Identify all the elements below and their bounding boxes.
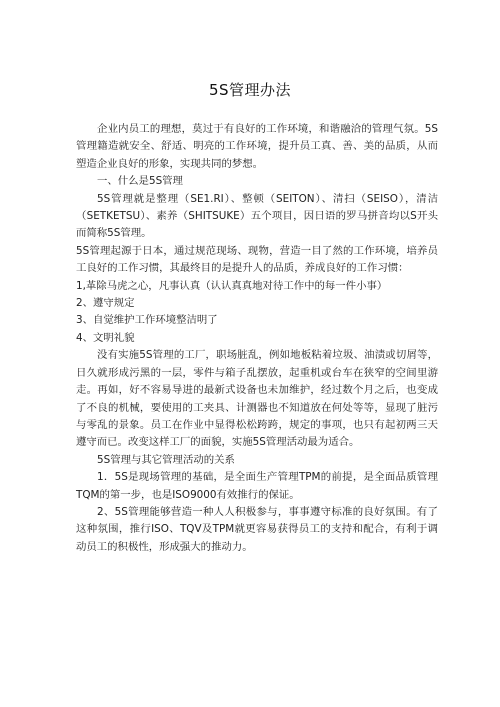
paragraph: 一、什么是5S管理 [97, 175, 183, 188]
paragraph: 5S管理与其它管理活动的关系 [97, 453, 235, 466]
paragraph: 企业内员工的理想，莫过于有良好的工作环境，和谐融洽的管理气氛。5S管理籍造就安全、舒适、明亮的工作环境，提升员工真、善、美的品质，从而塑造企业良好的形象，实现共同的梦想。 [76, 123, 438, 170]
paragraph: 2、遵守规定 [76, 297, 135, 310]
paragraph: 5S管理就是整理（SE1.RI）、整顿（SEITON）、清扫（SEISO），清洁（SETKETSU）、素养（SHITSUKE）五个项目，因日语的罗马拼音均以S开头而简称5S管理。 [76, 192, 438, 240]
paragraph: 没有实施5S管理的工厂，职场脏乱，例如地板粘着垃圾、油渍或切屑等，日久就形成污黑的一层，零件与箱子乱摆放，起重机或台车在狭窄的空间里游走。再如，好不容易导进的最新式设备也未加维护，经过数个月之后，也变成了不良的机械，要使用的工夹具、计测器也不知道放在何处等等，显现了脏污与零乱的景象。员工在作业中显得松松跨跨，规定的事项，也只有起初两三天遵守而已。改变这样工厂的面貌，实施5S管理活动最为适合。 [76, 349, 438, 449]
paragraph: 1,革除马虎之心，凡事认真（认认真真地对待工作中的每一件小事） [76, 279, 388, 292]
document-body [76, 121, 438, 556]
paragraph: 4、文明礼貌 [76, 331, 135, 344]
paragraph: 2、5S管理能够营造一种人人积极参与，事事遵守标准的良好氛围。有了这种氛围，推行ISO、TQV及TPM就更容易获得员工的支持和配合，有利于调动员工的积极性，形成强大的推动力。 [76, 505, 438, 553]
paragraph: 3、自觉维护工作环境整洁明了 [76, 314, 218, 327]
page-title: 5S管理办法 [208, 81, 292, 99]
paragraph: 1．5S是现场管理的基础，是全面生产管理TPM的前提，是全面品质管理TQM的第一步，也是ISO9000有效推行的保证。 [76, 471, 438, 501]
paragraph: 5S管理起源于日本，通过规范现场、现物，营造一目了然的工作环境，培养员工良好的工作习惯，其最终目的是提升人的品质，养成良好的工作习惯： [76, 244, 438, 275]
